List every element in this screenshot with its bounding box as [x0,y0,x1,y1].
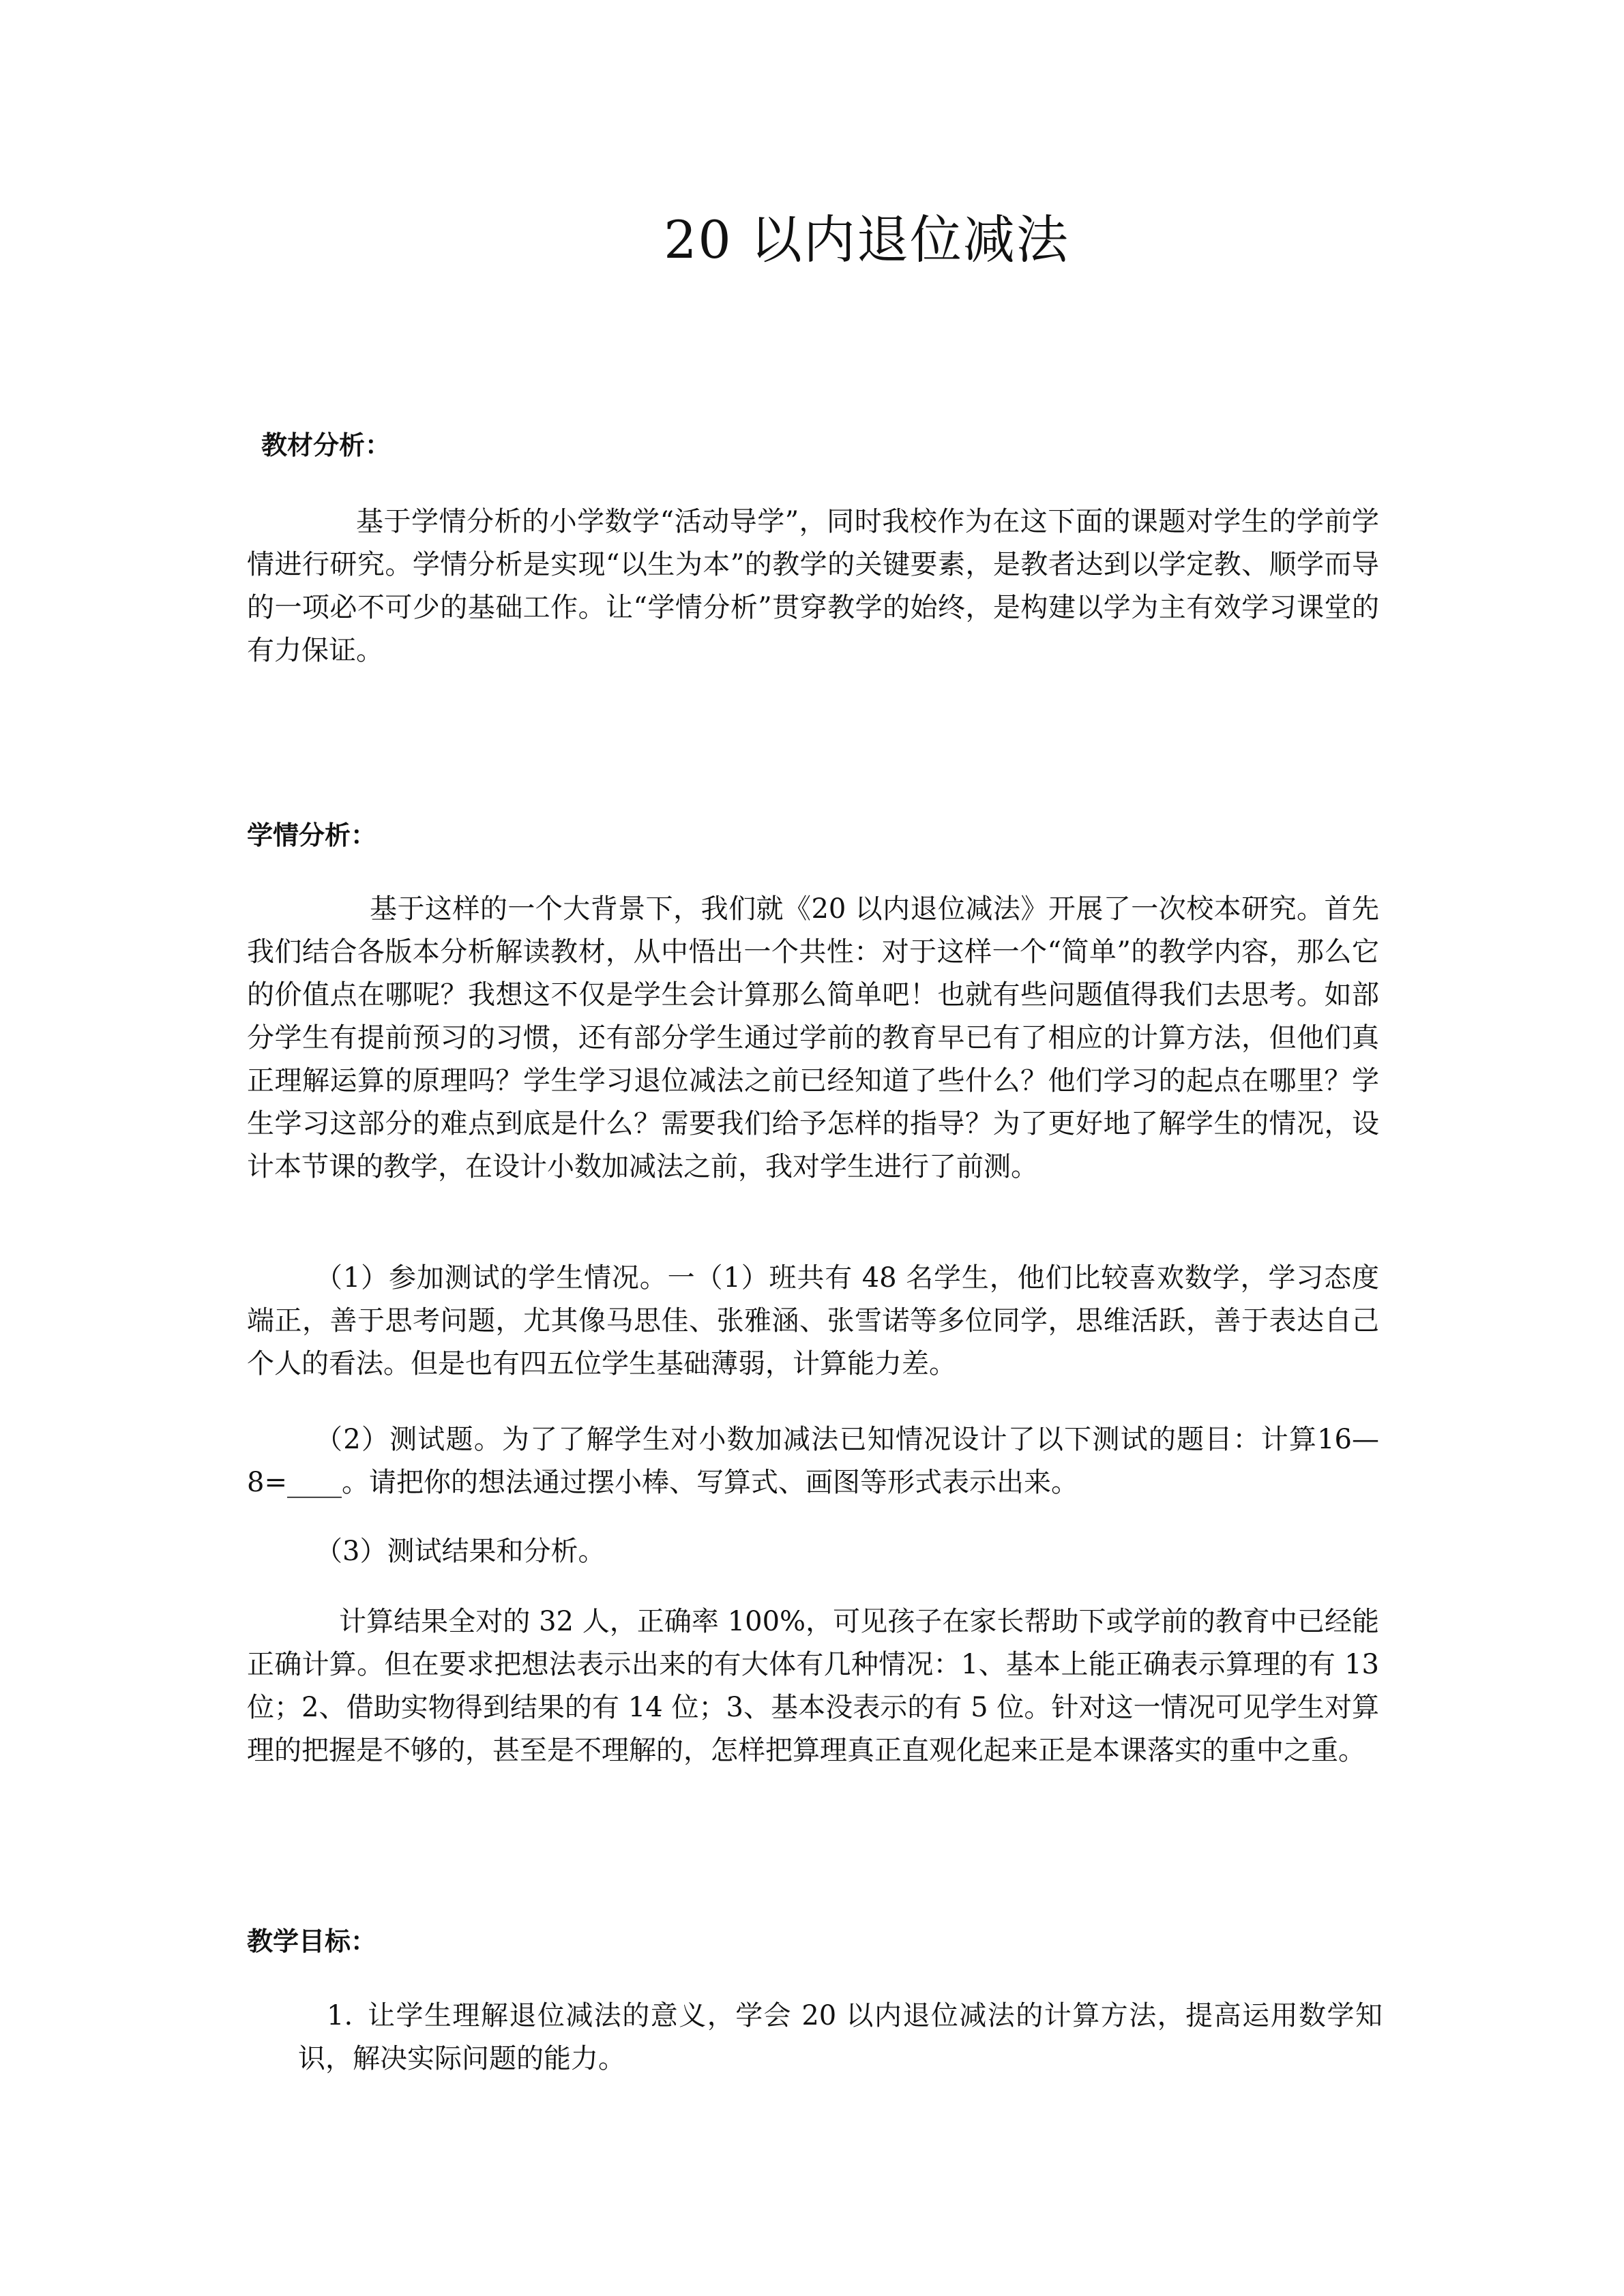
heading-student-analysis: 学情分析： [247,820,377,850]
heading-textbook-analysis: 教材分析： [261,430,392,460]
paragraph-student-background: 基于这样的一个大背景下，我们就《20 以内退位减法》开展了一次校本研究。首先我们结合各版本分析解读教材，从中悟出一个共性：对于这样一个“简单”的教学内容，那么它的价值点在哪呢？我想这不仅是学生会计算那么简单吧！也就有些问题值得我们去思考。如部分学生有提前预习的习惯，还有部分学生通过学前的教育早已有了相应的计算方法，但他们真正理解运算的原理吗？学生学习退位减法之前已经知道了些什么？他们学习的起点在哪里？学生学习这部分的难点到底是什么？需要我们给予怎样的指导？为了更好地了解学生的情况，设计本节课的教学，在设计小数加减法之前，我对学生进行了前测。 [247,893,1379,1182]
heading-teaching-goals: 教学目标： [247,1926,377,1956]
paragraph-textbook-analysis: 基于学情分析的小学数学“活动导学”，同时我校作为在这下面的课题对学生的学前学情进行研究。学情分析是实现“以生为本”的教学的关键要素，是教者达到以学定教、顺学而导的一项必不可少的基础工作。让“学情分析”贯穿教学的始终，是构建以学为主有效学习课堂的有力保证。 [247,506,1379,666]
paragraph-test-participants: （1）参加测试的学生情况。一（1）班共有 48 名学生，他们比较喜欢数学，学习态度端正，善于思考问题，尤其像马思佳、张雅涵、张雪诺等多位同学，思维活跃，善于表达自己个人的看法。但是也有四五位学生基础薄弱，计算能力差。 [247,1262,1379,1380]
document-title: 20 以内退位减法 [664,209,1069,270]
paragraph-test-question: （2）测试题。为了了解学生对小数加减法已知情况设计了以下测试的题目：计算16—8=____。请把你的想法通过摆小棒、写算式、画图等形式表示出来。 [247,1424,1379,1498]
goal-item-1-number: 1. [327,2000,353,2031]
paragraph-test-results: 计算结果全对的 32 人，正确率 100%，可见孩子在家长帮助下或学前的教育中已经能正确计算。但在要求把想法表示出来的有大体有几种情况：1、基本上能正确表示算理的有 13 位；2、借助实物得到结果的有 14 位；3、基本没表示的有 5 位。针对这一情况可见学生对算理的把握是不够的，甚至是不理解的，怎样把算理真正直观化起来正是本课落实的重中之重。 [247,1606,1379,1766]
goal-item-1-text: 让学生理解退位减法的意义，学会 20 以内退位减法的计算方法，提高运用数学知识，解决实际问题的能力。 [298,2000,1383,2074]
paragraph-test-results-heading: （3）测试结果和分析。 [315,1536,606,1567]
